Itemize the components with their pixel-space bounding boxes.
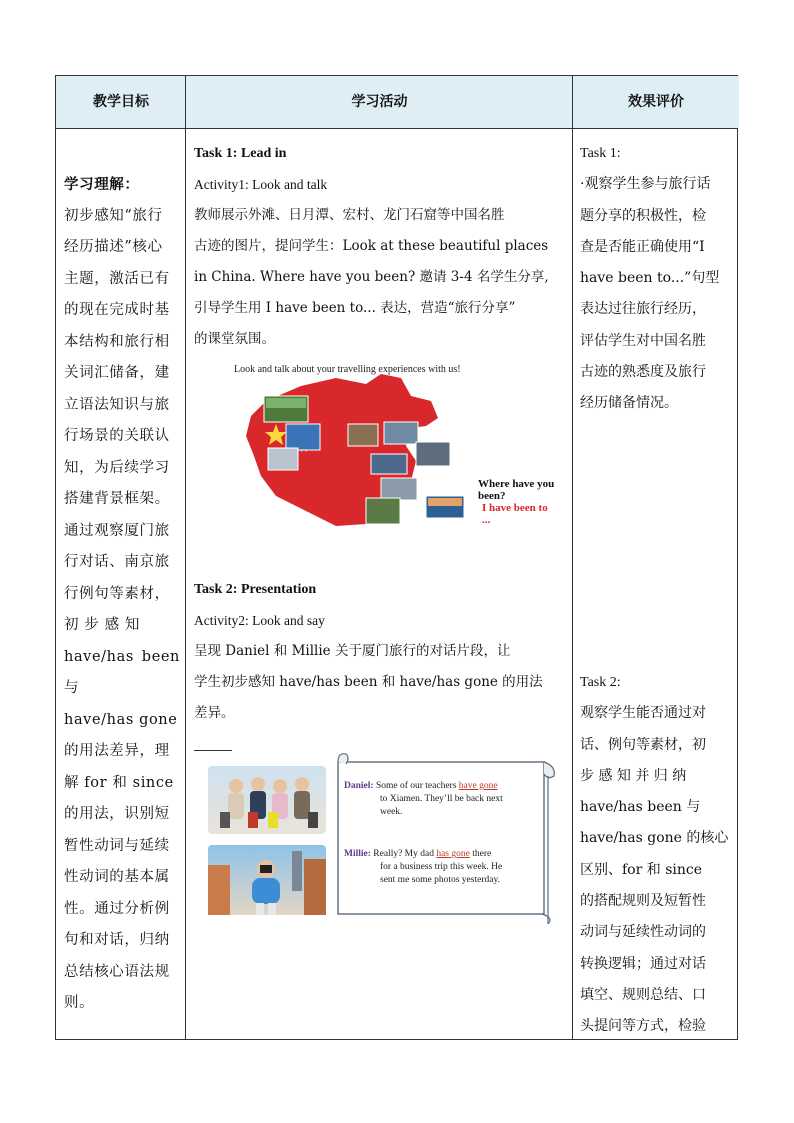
activities-column [194, 138, 569, 355]
column-divider-2 [572, 76, 573, 1039]
eval-task2-line: 观察学生能否通过对 [580, 705, 706, 722]
task1-line: 古迹的图片，提问学生：Look at these beautiful places [194, 238, 549, 254]
eval-task1-line: have been to...”句型 [580, 270, 720, 287]
column-divider-1 [185, 76, 186, 1039]
objective-line: 解 for 和 since [64, 774, 174, 791]
millie-text-0: there [469, 849, 492, 859]
eval-task1-line: 表达过往旅行经历， [580, 301, 706, 318]
eval-task1-line: 古迹的熟悉度及旅行 [580, 364, 706, 381]
objective-line: 立语法知识与旅 [64, 396, 170, 413]
objective-line: 则。 [64, 995, 95, 1011]
objectives-heading: 学习理解： [64, 176, 140, 193]
daniel-name: Daniel: [344, 781, 374, 791]
daniel-text-2: to Xiamen. They’ll be back next [380, 794, 503, 804]
objective-line: 搭建背景框架。 [64, 491, 170, 507]
dialogue-scroll [336, 752, 558, 924]
eval-task2-label: Task 2: [580, 675, 621, 690]
eval-task1-line: 经历储备情况。 [580, 395, 678, 412]
eval-task2-line: have/has been 与 [580, 799, 701, 816]
teachers-travel-photo [208, 766, 326, 834]
eval-task2-line: 转换逻辑；通过对话 [580, 955, 706, 972]
objective-line: 初步感知“旅行 [64, 207, 163, 224]
evaluation-task2 [580, 667, 732, 1043]
objective-line: 初 步 感 知 [64, 617, 141, 633]
activity2-label: Activity2: Look and say [194, 613, 325, 628]
eval-task2-line: 话、例句等素材，初 [580, 736, 706, 753]
objective-line: 行场景的关联认 [64, 428, 170, 444]
map-answer: I have been to ... [482, 502, 548, 526]
eval-task2-line: 动词与延续性动词的 [580, 924, 706, 941]
objectives-column [64, 169, 180, 1020]
travellers-icon [208, 766, 326, 834]
millie-line [344, 848, 540, 887]
objective-line: 行对话、南京旅 [64, 554, 170, 570]
task1-line: 的课堂氛围。 [194, 331, 275, 347]
objective-line: 总结核心语法规 [64, 963, 170, 980]
objective-line: 的现在完成时基 [64, 302, 170, 318]
task2-line: 差异。 [194, 705, 235, 721]
eval-task1-line: 评估学生对中国名胜 [580, 332, 706, 349]
eval-task1-label: Task 1: [580, 146, 621, 161]
objective-line: have/has been 与 [64, 648, 180, 696]
objective-line: 主题，激活已有 [64, 270, 170, 287]
objective-line: 本结构和旅行相 [64, 333, 170, 350]
header-divider [56, 128, 737, 129]
objective-line: 经历描述”核心 [64, 239, 163, 255]
objective-line: 的用法差异，理 [64, 743, 170, 759]
task1-title: Task 1: Lead in [194, 146, 287, 161]
dad-business-trip-photo [208, 845, 326, 915]
dash-mark [194, 750, 232, 752]
task2-line: 呈现 Daniel 和 Millie 关于厦门旅行的对话片段，让 [194, 643, 511, 659]
millie-key: has gone [436, 849, 470, 859]
header-evaluation: 效果评价 [628, 94, 684, 110]
objective-line: 的用法，识别短 [64, 806, 170, 822]
china-map-figure [206, 356, 556, 531]
lesson-table [55, 75, 738, 1040]
task1-line: 教师展示外滩、日月潭、宏村、龙门石窟等中国名胜 [194, 207, 505, 223]
eval-task2-line: 头提问等方式，检验 [580, 1018, 706, 1035]
millie-name: Millie: [344, 849, 371, 859]
daniel-line [344, 780, 540, 819]
eval-task2-line: 区别、for 和 since [580, 861, 703, 878]
millie-text-3: sent me some photos yesterday. [380, 875, 500, 885]
map-question: Where have you been? [478, 478, 555, 502]
objective-line: 性。通过分析例 [64, 900, 170, 917]
objective-line: 知，为后续学习 [64, 459, 170, 476]
eval-task1-line: 查是否能正确使用“I [580, 238, 705, 255]
scroll-icon [336, 752, 558, 924]
header-activities: 学习活动 [351, 94, 408, 110]
eval-task2-line: 的搭配规则及短暂性 [580, 893, 706, 910]
objective-line: 关词汇储备，建 [64, 365, 170, 381]
eval-task1-line: 题分享的积极性，检 [580, 207, 706, 224]
objective-line: 通过观察厦门旅 [64, 522, 170, 539]
task2-block [194, 574, 569, 729]
eval-task2-line: 步 感 知 并 归 纳 [580, 767, 687, 784]
eval-task2-line: have/has gone 的核心 [580, 830, 729, 847]
millie-text-1: Really? My dad [373, 849, 437, 859]
activity1-label: Activity1: Look and talk [194, 177, 328, 192]
eval-task1-line: ·观察学生参与旅行话 [580, 176, 711, 193]
evaluation-task1 [580, 138, 732, 420]
eval-task2-line: 填空、规则总结、口 [580, 986, 706, 1003]
photographer-icon [208, 845, 326, 915]
millie-text-2: for a business trip this week. He [380, 862, 503, 872]
objective-line: 性动词的基本属 [64, 869, 170, 885]
objective-line: have/has gone [64, 711, 178, 728]
objective-line: 行例句等素材， [64, 585, 170, 602]
task1-line: 引导学生用 I have been to... 表达，营造“旅行分享” [194, 300, 516, 316]
daniel-text-3: week. [380, 807, 403, 817]
map-caption: Look and talk about your travelling experiences with us! [234, 364, 461, 375]
objective-line: 句和对话，归纳 [64, 932, 170, 948]
header-objectives: 教学目标 [93, 94, 149, 110]
daniel-key: have gone [458, 781, 498, 791]
daniel-text-1: Some of our teachers [375, 781, 459, 791]
task2-title: Task 2: Presentation [194, 582, 317, 597]
task2-line: 学生初步感知 have/has been 和 have/has gone 的用法 [194, 674, 543, 690]
objective-line: 暂性动词与延续 [64, 837, 170, 854]
task1-line: in China. Where have you been? 邀请 3-4 名学生分享, [194, 269, 549, 285]
